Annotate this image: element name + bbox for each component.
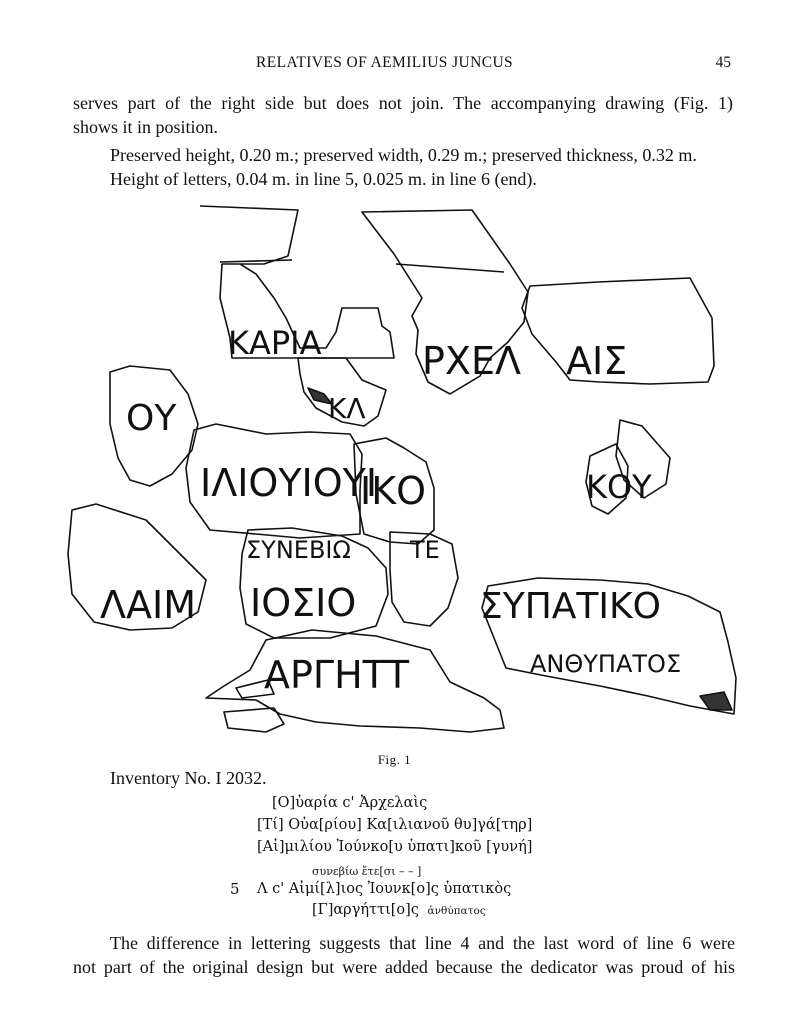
fragment-break-line (396, 264, 504, 272)
inscription-line-2: [Τί] Οὐα[ρίου] Κα[ιλιανοῦ θυ]γά[τηρ] (257, 817, 533, 833)
measurements-line-1: Preserved height, 0.20 m.; preserved width, 0.29 m.; preserved thickness, 0.32 m. (110, 145, 697, 165)
fragment-letters: ΣΥΠΑΤΙΚΟ (480, 586, 661, 627)
inscription-line-3: [Αἰ]μιλίου Ἰούνκο[υ ὑπατι]κοῦ [γυνή] (257, 839, 533, 855)
measurements (110, 143, 750, 191)
fragment-letters: ΚΟΥ (586, 468, 652, 506)
inventory-number: Inventory No. I 2032. (110, 768, 267, 788)
paragraph-1 (73, 91, 733, 139)
inscription-line-6-addition: ἀνθύπατος (427, 905, 486, 917)
fragment-letters: ΙΚΟ (360, 469, 427, 513)
paragraph-3 (73, 931, 735, 979)
fragment-letters: ΑΝΘΥΠΑΤΟΣ (530, 650, 682, 678)
inscription-line-6 (312, 902, 486, 918)
fragment-letters: ΑΡΓΗΤΤ (264, 653, 410, 697)
inscription-line-1: [Ο]ὐαρία ϲ' Ἀρχελαὶς (272, 795, 428, 811)
fragment-drawing (60, 198, 750, 758)
fragment-letters: ΛΑΙΜ (100, 583, 196, 627)
paragraph-1-line-1: serves part of the right side but does not join. The accompanying drawing (Fig. 1) (73, 93, 733, 113)
paragraph-3-line-1: The difference in lettering suggests that line 4 and the last word of line 6 were (110, 933, 735, 953)
inscription-line-5: Λ ϲ' Αἰμί[λ]ιος Ἰουνκ[ο]ς ὑπατικὸς (257, 881, 512, 897)
running-head: RELATIVES OF AEMILIUS JUNCUS (256, 54, 514, 71)
fragment-letters: ΑΙΣ (566, 339, 628, 383)
fragment-break-line (220, 260, 292, 262)
measurements-line-2: Height of letters, 0.04 m. in line 5, 0.025 m. in line 6 (end). (110, 169, 537, 189)
fragment-letters: ΚΑΡΙΑ (228, 324, 322, 362)
figure-caption: Fig. 1 (377, 752, 412, 767)
inscription-line-4: συνεβίω ἔτε[σι – – ] (312, 865, 422, 878)
fragment-letters: ΟΥ (126, 398, 177, 439)
fragment-letters: ΤΕ (410, 536, 440, 564)
fragment-letters: ΙΟΣΙΟ (250, 581, 357, 625)
fragment-letters: ΡΧΕΛ (422, 339, 521, 383)
fragment-letters: ΙΛΙΟΥΙΟΥΙ (200, 461, 378, 505)
paragraph-3-line-2: not part of the original design but were added because the dedicator was proud of his (73, 957, 735, 977)
paragraph-1-line-2: shows it in position. (73, 117, 219, 137)
fragment-letters: ΣΥΝΕΒΙΩ (246, 536, 351, 564)
page-number: 45 (715, 54, 731, 71)
fragment-letters: ΚΛ (328, 392, 366, 425)
inscription-line-number: 5 (230, 880, 240, 898)
inscription-line-6-main: [Γ]αργήττι[ο]ς (312, 902, 419, 918)
fragment-hatch (700, 692, 732, 710)
